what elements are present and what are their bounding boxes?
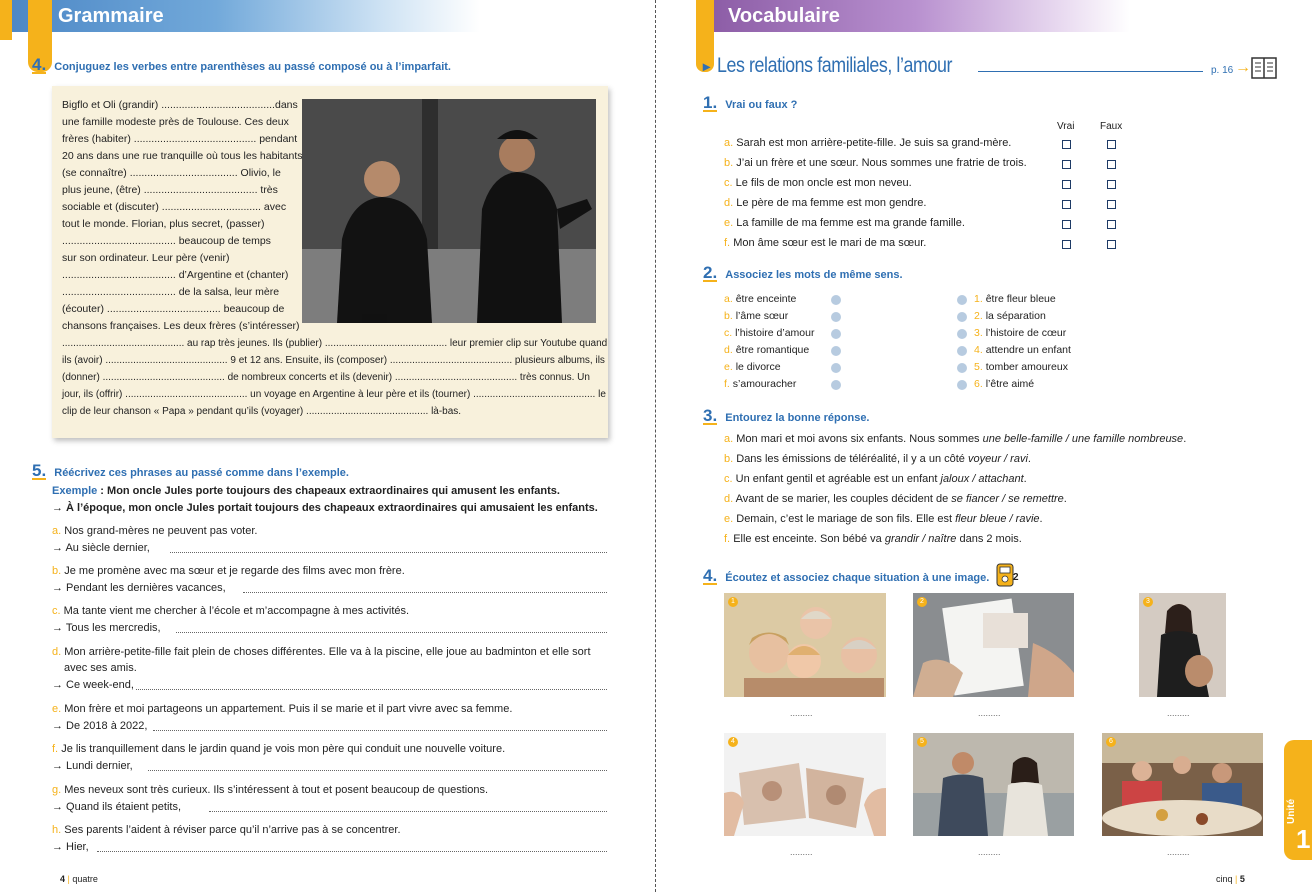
vocab-ex4-heading [703,566,990,585]
vrai-faux-item-4 [724,197,926,209]
item-text: Avant de se marier, les couples décident de [735,493,952,505]
book-icon [1251,56,1277,80]
ex5-answer-prompt: → Au siècle dernier, [52,542,150,554]
match-dot-right[interactable] [957,329,967,339]
vrai-checkbox[interactable] [1062,160,1071,169]
example-text: : Mon oncle Jules porte toujours des chapeaux extraordinaires qui amusent les enfants. [97,485,560,497]
image-answer-3[interactable]: ......... [1167,708,1190,718]
situation-image-4 [724,733,886,836]
item-number: 4. [974,344,983,356]
vrai-checkbox[interactable] [1062,180,1071,189]
page-divider [655,0,656,892]
ex4-number: 4. [32,55,47,74]
ex5-answer-line-2[interactable] [52,581,607,596]
image-badge-4: 4 [728,737,738,747]
left-footer: 4 | quatre [60,874,98,884]
item-letter: d. [724,493,734,505]
answer-choices[interactable]: se fiancer / se remettre [951,493,1064,505]
ex4-line-9: ....................................... beaucoup de temps [62,235,271,247]
vrai-checkbox[interactable] [1062,200,1071,209]
item-text: l’histoire de cœur [985,327,1067,339]
answer-choices[interactable]: fleur bleue / ravie [955,513,1040,525]
item-text: être enceinte [735,293,797,305]
answer-dotted-line[interactable] [209,802,607,812]
image-badge-3: 3 [1143,597,1153,607]
image-answer-6[interactable]: ......... [1167,847,1190,857]
concert-photo [302,99,596,323]
item-letter: b. [724,157,734,169]
match-right-item-2 [974,310,1046,322]
match-dot-right[interactable] [957,312,967,322]
arrow-right-icon: → [1235,59,1251,76]
item-text: La famille de ma femme est ma grande famille. [736,217,965,229]
situation-image-6 [1102,733,1263,836]
vocabulaire-title: Vocabulaire [728,5,840,27]
ex5-answer-prompt: → Ce week-end, [52,679,134,691]
col-faux: Faux [1100,121,1123,132]
item-end: . [1039,513,1043,525]
ex5-item-text: Je lis tranquillement dans le jardin quand je vois mon père qui conduit une nouvelle voiture. [61,743,506,755]
item-end: . [1027,453,1031,465]
item-text: le divorce [735,361,781,373]
page-reference[interactable]: p. 16 [1211,65,1234,76]
ex5-item-text: Ses parents l’aident à réviser parce qu’il n’arrive pas à se concentrer. [64,824,401,836]
ex5-item-3 [52,604,409,619]
item-letter: e. [724,513,734,525]
item-letter: d. [724,344,733,356]
item-text: J’ai un frère et une sœur. Nous sommes une fratrie de trois. [736,157,1027,169]
ex5-answer-line-8[interactable] [52,840,607,855]
vrai-checkbox[interactable] [1062,140,1071,149]
match-right-item-5 [974,361,1068,373]
vocab-ex3-title: Entourez la bonne réponse. [725,412,870,424]
ex5-answer-line-7[interactable] [52,800,607,815]
ex5-answer-line-5[interactable] [52,719,607,734]
ex5-item-1 [52,524,257,539]
item-number: 5. [974,361,983,373]
match-right-item-3 [974,327,1066,339]
ex5-item-letter: f. [52,743,59,755]
circle-answer-item-5 [724,513,1043,525]
answer-dotted-line[interactable] [148,761,607,771]
ex4-full-line-1: ............................................ au rap très jeunes. Ils (publier) ............................................ leur premier clip sur Youtube quand [62,338,608,349]
ex5-answer-line-4[interactable] [52,678,607,693]
ex5-example-answer: → À l’époque, mon oncle Jules portait toujours des chapeaux extraordinaires qui amusaient les enfants. [52,502,598,514]
ex5-answer-prompt: → Lundi dernier, [52,760,133,772]
ex4-line-10: sur son ordinateur. Leur père (venir) [62,252,230,264]
ex4-line-11: ....................................... d’Argentine et (chanter) [62,269,289,281]
situation-image-1 [724,593,886,697]
image-badge-1: 1 [728,597,738,607]
item-text: la séparation [985,310,1046,322]
situation-image-2 [913,593,1074,697]
couple-arguing-image [913,733,1074,836]
right-footer: cinq | 5 [1216,874,1245,884]
item-text: être romantique [735,344,810,356]
item-letter: a. [724,137,734,149]
vocab-ex4-title: Écoutez et associez chaque situation à une image. [725,572,990,584]
answer-choices[interactable]: jaloux / attachant [940,473,1024,485]
answer-choices[interactable]: grandir / naître [884,533,957,545]
item-text: Sarah est mon arrière-petite-fille. Je suis sa grand-mère. [736,137,1012,149]
item-text: l’histoire d’amour [735,327,815,339]
match-right-item-4 [974,344,1071,356]
vrai-faux-item-1 [724,137,1011,149]
ex4-line-14: chansons françaises. Les deux frères (s’intéresser) [62,320,300,332]
ex4-line-1: Bigflo et Oli (grandir) .......................................dans [62,99,298,111]
audio-player-icon [996,563,1014,587]
example-label: Exemple [52,485,98,497]
family-women-image [724,593,886,697]
ex5-item-letter: b. [52,565,62,577]
image-badge-6: 6 [1106,737,1116,747]
circle-answer-item-4 [724,493,1067,505]
ex5-answer-prompt: → Tous les mercredis, [52,622,161,634]
ex5-item-letter: g. [52,784,62,796]
match-right-item-6 [974,378,1034,390]
ex5-item-letter: c. [52,605,61,617]
match-right-item-1 [974,293,1056,305]
item-text: Mon mari et moi avons six enfants. Nous sommes [736,433,983,445]
ex5-answer-line-3[interactable] [52,621,607,636]
section-header [703,54,1283,82]
item-letter: c. [724,473,733,485]
document-image [913,593,1074,697]
ex5-item-8 [52,823,401,838]
item-number: 1. [974,293,983,305]
item-number: 3. [974,327,983,339]
ex4-line-12: ....................................... de la salsa, leur mère [62,286,280,298]
vrai-checkbox[interactable] [1062,220,1071,229]
vocab-ex1-number: 1. [703,93,718,112]
item-text: l’âme sœur [735,310,789,322]
ex5-item-text: Nos grand-mères ne peuvent pas voter. [64,525,258,537]
match-left-item-6 [724,378,796,390]
answer-dotted-line[interactable] [243,583,607,593]
match-dot-left[interactable] [831,295,841,305]
singers-image [302,99,596,323]
item-number: 6. [974,378,983,390]
image-answer-4[interactable]: ......... [790,847,813,857]
vocab-ex1-title: Vrai ou faux ? [725,99,798,111]
ex5-item-letter: a. [52,525,62,537]
vrai-faux-item-2 [724,157,1027,169]
ex4-line-7: sociable et (discuter) .................................. avec [62,201,287,213]
faux-checkbox[interactable] [1107,180,1116,189]
item-text: Un enfant gentil et agréable est un enfant [735,473,941,485]
section-arrow-icon: ▸ [703,58,711,74]
ex4-full-line-5: clip de leur chanson « Papa » pendant qu’ils (voyager) ............................................ là-bas. [62,406,462,417]
faux-checkbox[interactable] [1107,200,1116,209]
ex4-line-5: (se connaître) ..................................... Olivio, le [62,167,281,179]
item-letter: a. [724,433,734,445]
match-left-item-2 [724,310,788,322]
item-end: . [1023,473,1027,485]
item-text: Demain, c’est le mariage de son fils. Elle est [736,513,956,525]
ex5-item-7 [52,783,488,798]
match-left-item-1 [724,293,796,305]
vrai-faux-item-6 [724,237,926,249]
item-letter: b. [724,310,733,322]
ex4-line-13: (écouter) ....................................... beaucoup de [62,303,285,315]
col-vrai: Vrai [1057,121,1075,132]
ex4-heading [32,55,451,74]
ex4-full-line-4: jour, ils (offrir) ............................................ un voyage en Argentine à leur père et ils (tourner) ............................................ le [62,389,606,400]
ex4-title: Conjuguez les verbes entre parenthèses au passé composé ou à l’imparfait. [54,61,451,73]
ex5-item-6 [52,742,505,757]
item-letter: f. [724,378,730,390]
answer-dotted-line[interactable] [153,721,607,731]
ex5-item-text: Je me promène avec ma sœur et je regarde des films avec mon frère. [64,565,405,577]
match-dot-right[interactable] [957,363,967,373]
circle-answer-item-2 [724,453,1031,465]
item-letter: c. [724,327,733,339]
ex5-item-letter: h. [52,824,62,836]
item-end: . [1063,493,1067,505]
item-letter: c. [724,177,733,189]
item-letter: a. [724,293,733,305]
vrai-faux-item-3 [724,177,912,189]
right-page-word: cinq [1216,874,1233,884]
ex5-item-continuation: avec ses amis. [64,662,137,674]
ex5-number: 5. [32,461,47,480]
ex5-example [52,484,560,499]
ex4-line-6: plus jeune, (être) ....................................... très [62,184,278,196]
answer-choices[interactable]: voyeur / ravi [967,453,1028,465]
unit-number: 1 [1296,824,1311,854]
ex5-item-2 [52,564,405,579]
item-text: s’amouracher [732,378,797,390]
circle-answer-item-6 [724,533,1022,545]
item-end: dans 2 mois. [956,533,1022,545]
item-letter: e. [724,361,733,373]
left-page-number: 4 [60,874,66,884]
ex5-answer-prompt: → Quand ils étaient petits, [52,801,182,813]
answer-dotted-line[interactable] [176,623,607,633]
torn-photo-image [724,733,886,836]
ex4-line-4: 20 ans dans une rue tranquille où tous les habitants [62,150,303,162]
circle-answer-item-1 [724,433,1186,445]
family-dinner-image [1102,733,1263,836]
ex4-full-line-3: (donner) ............................................ de nombreux concerts et ils (devenir) ............................................ très connus. Un [62,372,590,383]
image-answer-5[interactable]: ......... [978,847,1001,857]
ex5-item-letter: e. [52,703,62,715]
answer-dotted-line[interactable] [170,543,607,553]
image-answer-2[interactable]: ......... [978,708,1001,718]
grammaire-title: Grammaire [58,5,164,27]
match-dot-left[interactable] [831,329,841,339]
section-title: Les relations familiales, l’amour [717,54,952,77]
image-answer-1[interactable]: ......... [790,708,813,718]
situation-image-5 [913,733,1074,836]
ex5-title: Réécrivez ces phrases au passé comme dans l’exemple. [54,467,349,479]
match-dot-left[interactable] [831,312,841,322]
right-page-number: 5 [1239,874,1245,884]
item-text: attendre un enfant [985,344,1071,356]
vocab-ex3-heading [703,406,870,425]
ex5-answer-line-1[interactable] [52,541,607,556]
ex5-heading [32,461,349,480]
left-page-word: quatre [72,874,98,884]
grammaire-tab [0,0,480,32]
ex5-item-text: Mon frère et moi partageons un appartement. Puis il se marie et il part vivre avec sa femme. [64,703,513,715]
match-left-item-3 [724,327,814,339]
item-number: 2. [974,310,983,322]
item-text: Le père de ma femme est mon gendre. [736,197,927,209]
vocab-ex3-number: 3. [703,406,718,425]
ex5-item-text: Mes neveux sont très curieux. Ils s’intéressent à tout et posent beaucoup de questions. [64,784,488,796]
item-text: être fleur bleue [985,293,1056,305]
vocab-ex2-title: Associez les mots de même sens. [725,269,903,281]
vocab-ex2-heading [703,263,903,282]
ex4-line-2: une famille modeste près de Toulouse. Ces deux [62,116,289,128]
match-dot-left[interactable] [831,346,841,356]
match-left-item-4 [724,344,809,356]
item-letter: f. [724,533,731,545]
ex5-answer-prompt: → Hier, [52,841,89,853]
faux-checkbox[interactable] [1107,160,1116,169]
match-dot-right[interactable] [957,380,967,390]
ex4-full-line-2: ils (avoir) ............................................ 9 et 12 ans. Ensuite, ils (composer) ............................................ plusieurs albums, ils [62,355,605,366]
ex4-line-8: tout le monde. Florian, plus secret, (passer) [62,218,265,230]
audio-track-number: 2 [1013,572,1019,583]
image-badge-5: 5 [917,737,927,747]
item-text: Le fils de mon oncle est mon neveu. [735,177,912,189]
ex5-item-text: Ma tante vient me chercher à l’école et m’accompagne à mes activités. [63,605,410,617]
vrai-checkbox[interactable] [1062,240,1071,249]
answer-dotted-line[interactable] [97,842,607,852]
vocab-ex2-number: 2. [703,263,718,282]
vrai-faux-item-5 [724,217,965,229]
answer-choices[interactable]: une belle-famille / une famille nombreuse [982,433,1184,445]
item-letter: f. [724,237,731,249]
vocab-ex1-heading [703,93,798,112]
ex5-item-5 [52,702,512,717]
unit-label: Unité [1286,799,1297,824]
item-text: Mon âme sœur est le mari de ma sœur. [733,237,927,249]
item-text: tomber amoureux [985,361,1068,373]
faux-checkbox[interactable] [1107,140,1116,149]
faux-checkbox[interactable] [1107,220,1116,229]
ex5-answer-prompt: → De 2018 à 2022, [52,720,148,732]
item-text: Dans les émissions de téléréalité, il y a un côté [736,453,968,465]
image-badge-2: 2 [917,597,927,607]
item-text: Elle est enceinte. Son bébé va [733,533,885,545]
section-rule [978,71,1203,72]
circle-answer-item-3 [724,473,1027,485]
ex5-answer-line-6[interactable] [52,759,607,774]
pregnant-woman-image [1139,593,1226,697]
ex5-answer-prompt: → Pendant les dernières vacances, [52,582,226,594]
ex4-line-3: frères (habiter) .......................................... pendant [62,133,298,145]
item-letter: d. [724,197,734,209]
match-dot-left[interactable] [831,363,841,373]
item-letter: b. [724,453,734,465]
ex5-item-text: Mon arrière-petite-fille fait plein de choses différentes. Elle va à la piscine, elle joue au badminton et elle sort [64,646,591,658]
ex5-item-4 [52,645,591,660]
item-end: . [1183,433,1187,445]
match-dot-right[interactable] [957,346,967,356]
match-dot-left[interactable] [831,380,841,390]
match-dot-right[interactable] [957,295,967,305]
item-letter: e. [724,217,734,229]
unit-side-tab [1284,740,1312,860]
faux-checkbox[interactable] [1107,240,1116,249]
match-left-item-5 [724,361,781,373]
vocabulaire-tab [700,0,1130,32]
answer-dotted-line[interactable] [136,680,607,690]
ex5-item-letter: d. [52,646,62,658]
vocab-ex4-number: 4. [703,566,718,585]
situation-image-3 [1139,593,1226,697]
item-text: l’être aimé [985,378,1035,390]
audio-icon[interactable] [996,563,1022,587]
